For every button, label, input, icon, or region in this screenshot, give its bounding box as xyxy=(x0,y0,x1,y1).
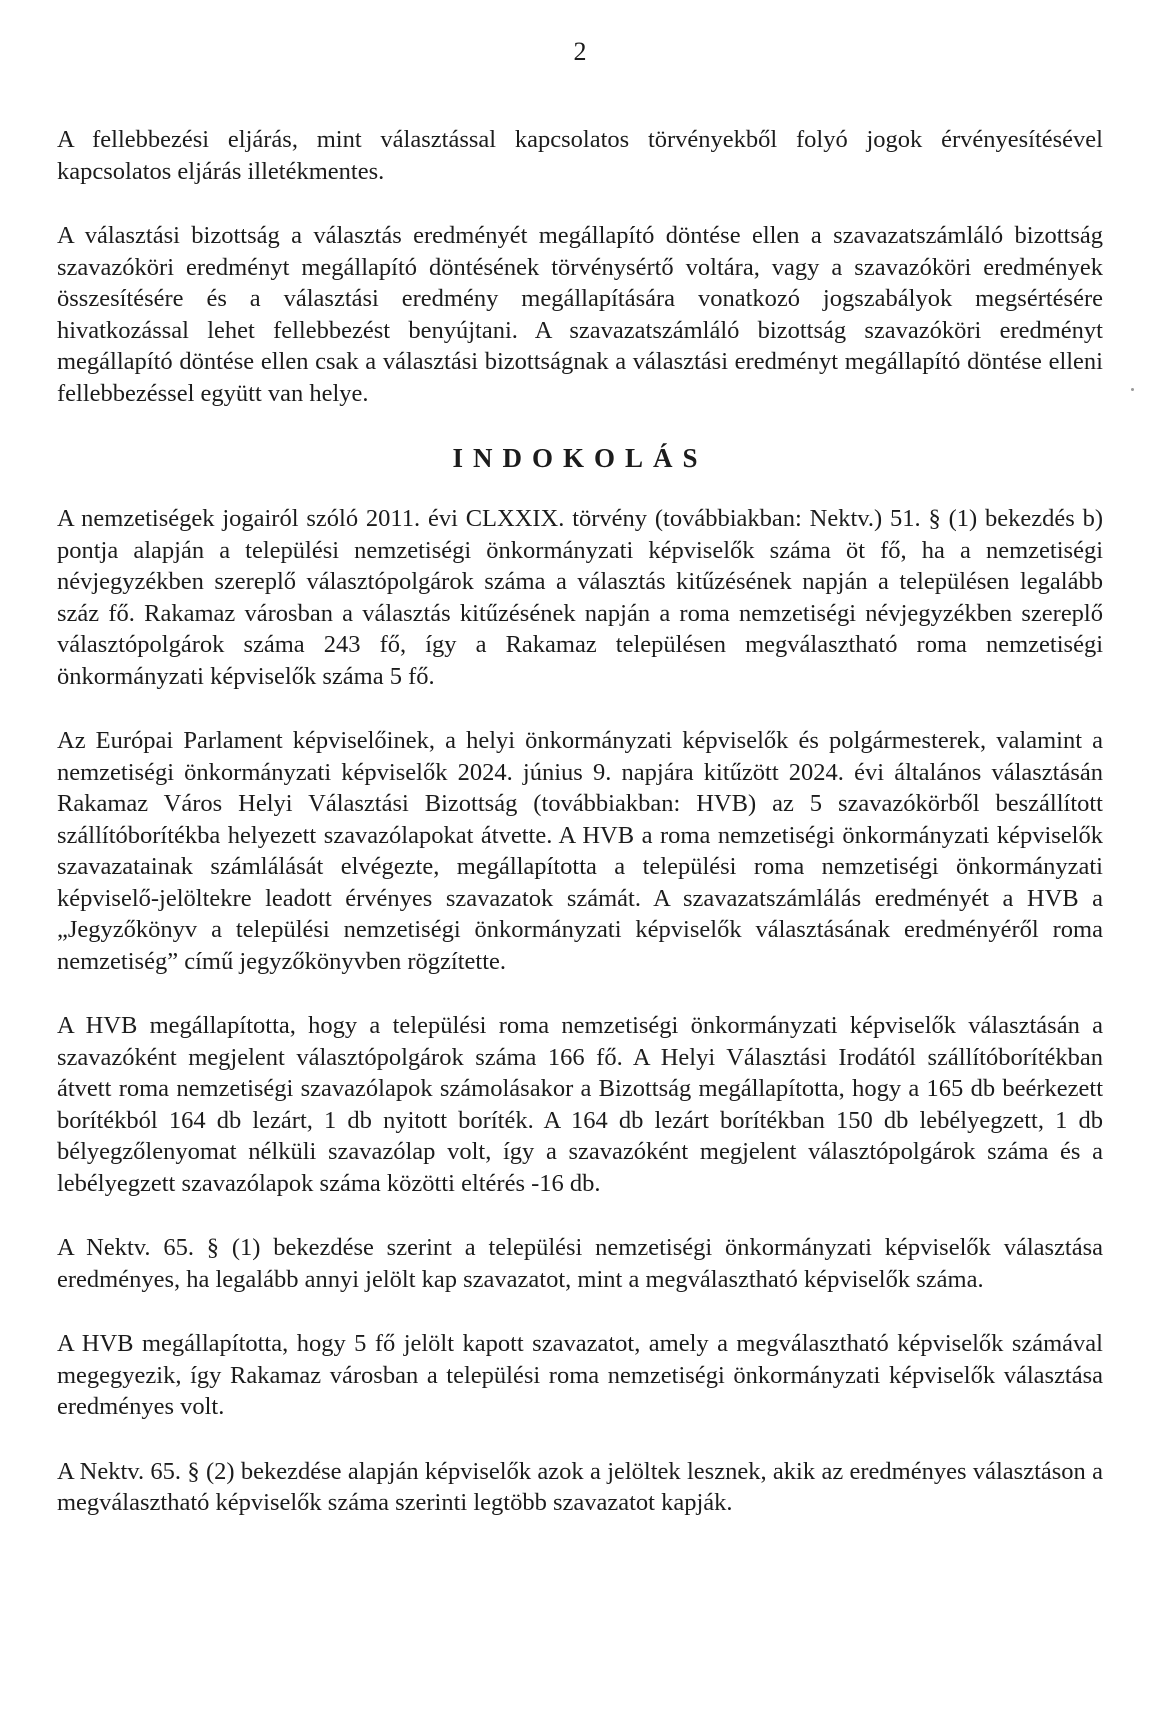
paragraph-fee-exemption: A fellebbezési eljárás, mint választással kapcsolatos törvényekből folyó jogok érvényesítésével kapcsolatos eljárás illetékmentes. xyxy=(57,126,1103,185)
paragraph-hvb-findings-envelopes: A HVB megállapította, hogy a települési roma nemzetiségi önkormányzati képviselők választásán a szavazóként megjelent választópolgárok száma 166 fő. A Helyi Választási Irodától szállítóborítékban átvett roma nemzetiségi szavazólapok számolásakor a Bizottság megállapította, hogy a 165 db beérkezett borítékból 164 db lezárt, 1 db nyitott boríték. A 164 db lezárt borítékban 150 db lebélyegzett, 1 db bélyegzőlenyomat nélküli szavazólap volt, így a szavazóként megjelent választópolgárok száma és a lebélyegzett szavazólapok száma közötti eltérés -16 db. xyxy=(57,1012,1103,1197)
paragraph-nektv-65-2: A Nektv. 65. § (2) bekezdése alapján képviselők azok a jelöltek lesznek, akik az eredményes választáson a megválasztható képviselők száma szerinti legtöbb szavazatot kapják. xyxy=(57,1457,1103,1516)
paragraph-nektv-65-1: A Nektv. 65. § (1) bekezdése szerint a települési nemzetiségi önkormányzati képviselők választása eredményes, ha legalább annyi jelölt kap szavazatot, mint a megválasztható képviselők száma. xyxy=(57,1234,1103,1293)
paragraph-hvb-result-valid: A HVB megállapította, hogy 5 fő jelölt kapott szavazatot, amely a megválasztható képviselők számával megegyezik, így Rakamaz városban a települési roma nemzetiségi önkormányzati képviselők választása eredményes volt. xyxy=(57,1330,1103,1420)
paragraph-nektv-51-threshold: A nemzetiségek jogairól szóló 2011. évi CLXXIX. törvény (továbbiakban: Nektv.) 51. § (1) bekezdés b) pontja alapján a települési nemzetiségi önkormányzati képviselők száma öt fő, ha a nemzetiségi névjegyzékben szereplő választópolgárok száma a választás kitűzésének napján a településen legalább száz fő. Rakamaz városban a választás kitűzésének napján a roma nemzetiségi névjegyzékben szereplő választópolgárok száma 243 fő, így a Rakamaz településen megválasztható roma nemzetiségi önkormányzati képviselők száma 5 fő. xyxy=(57,505,1103,690)
paragraph-appeal-grounds: A választási bizottság a választás eredményét megállapító döntése ellen a szavazatszámláló bizottság szavazóköri eredményt megállapító döntésének törvénysértő voltára, vagy a szavazóköri eredmények összesítésére és a választási eredmény megállapítására vonatkozó jogszabályok megsértésére hivatkozással lehet fellebbezést benyújtani. A szavazatszámláló bizottság szavazóköri eredményt megállapító döntése ellen csak a választási bizottságnak a választási eredményt megállapító döntése elleni fellebbezéssel együtt van helye. xyxy=(57,222,1103,407)
page-content xyxy=(57,36,1103,1552)
scan-artifact-dot xyxy=(1131,388,1134,391)
page-number: 2 xyxy=(573,37,587,66)
section-heading-indokolas: INDOKOLÁS xyxy=(452,443,708,473)
paragraph-hvb-vote-counting: Az Európai Parlament képviselőinek, a helyi önkormányzati képviselők és polgármesterek, valamint a nemzetiségi önkormányzati képviselők 2024. június 9. napjára kitűzött 2024. évi általános választásán Rakamaz Város Helyi Választási Bizottság (továbbiakban: HVB) az 5 szavazókörből beszállított szállítóborítékba helyezett szavazólapokat átvette. A HVB a roma nemzetiségi önkormányzati képviselők szavazatainak számlálását elvégezte, megállapította a települési roma nemzetiségi önkormányzati képviselő-jelöltekre leadott érvényes szavazatok számát. A szavazatszámlálás eredményét a HVB a „Jegyzőkönyv a települési nemzetiségi önkormányzati képviselők választásának eredményéről roma nemzetiség” című jegyzőkönyvben rögzítette. xyxy=(57,727,1103,975)
